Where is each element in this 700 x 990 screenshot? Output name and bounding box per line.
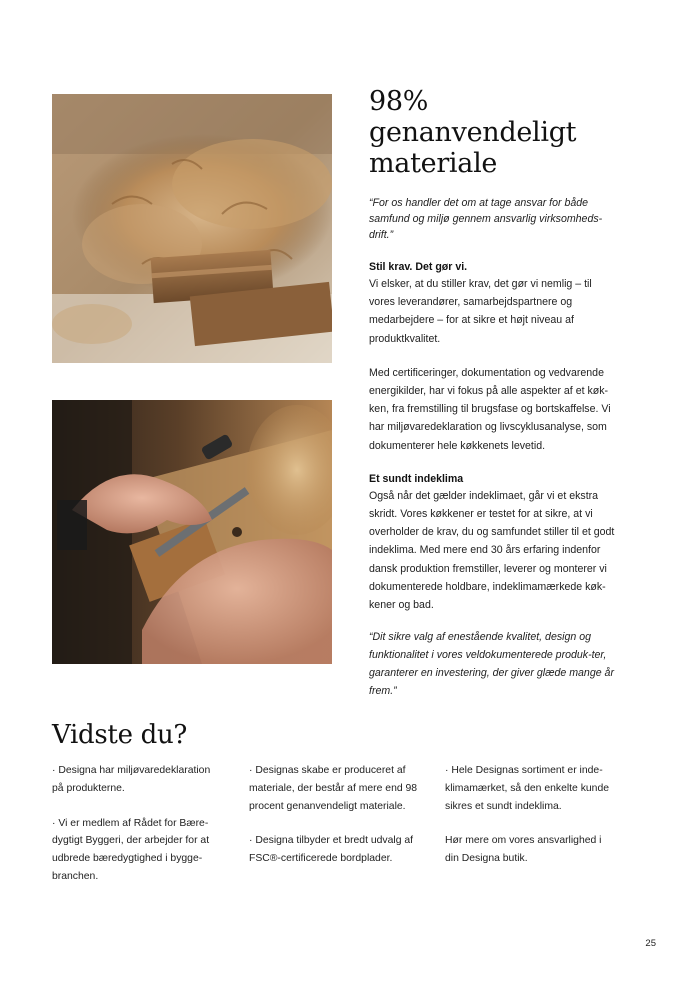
article-column [369,86,615,700]
fact-column-2 [249,762,421,868]
fact-item: · Designa tilbyder et bredt udvalg af FSC®-certificerede bordplader. [249,835,414,865]
article-headline: 98% genanvendeligt materiale [369,86,577,179]
fact-column-1 [52,762,224,886]
fact-column-3 [445,762,617,868]
fact-item: Hør mere om vores ansvarlighed i din Designa butik. [445,835,602,865]
section-paragraph: Med certificeringer, dokumentation og vedvarende energikilder, har vi fokus på alle aspekter af et køk-ken, fra fremstilling til brugsfase og bortskaffelse. Vi har miljøvaredeklaration og livscyklusanalyse, som dokumenterer hele køkkenets levetid. [369,366,611,452]
section-paragraph: Vi elsker, at du stiller krav, det gør vi nemlig – til vores leverandører, samarbejdspartnere og medarbejdere – for at sikre et højt niveau af produktkvalitet. [369,278,592,345]
intro-quote: “For os handler det om at tage ansvar for både samfund og miljø gennem ansvarlig virksomheds-drift.” [369,197,603,241]
fact-item: · Designas skabe er produceret af materiale, der består af mere end 98 procent genanvendeligt materiale. [249,765,418,812]
section-heading-indeklima: Et sundt indeklima [369,472,464,485]
page-number: 25 [645,938,656,949]
fact-item: · Designa har miljøvaredeklaration på produkterne. [52,765,211,794]
section-paragraph: Også når det gælder indeklimaet, går vi et ekstra skridt. Vores køkkener er testet for at sikre, at vi overholder de krav, du og samfundet stiller til et godt indeklima. Med mere end 30 års erfaring indenfor dansk produktion fremstiller, leverer og monterer vi dokumenterede holdbare, indeklimamærkede køk-kener og bad. [369,489,615,612]
closing-quote: “Dit sikre valg af enestående kvalitet, design og funktionalitet i vores veldokumenterede produk-ter, garanterer en investering, der giver glæde mange år frem.” [369,631,614,698]
section-heading-stil-krav: Stil krav. Det gør vi. [369,261,468,273]
vidste-du-title: Vidste du? [52,720,188,750]
hands-carving-photo [52,400,332,664]
fact-item: · Hele Designas sortiment er inde-klimamærket, så den enkelte kunde sikres et sundt indeklima. [445,765,610,812]
fact-item: · Vi er medlem af Rådet for Bære-dygtigt Byggeri, der arbejder for at udbrede bæredygtighed i bygge-branchen. [52,817,210,882]
wood-shavings-photo [52,94,332,363]
